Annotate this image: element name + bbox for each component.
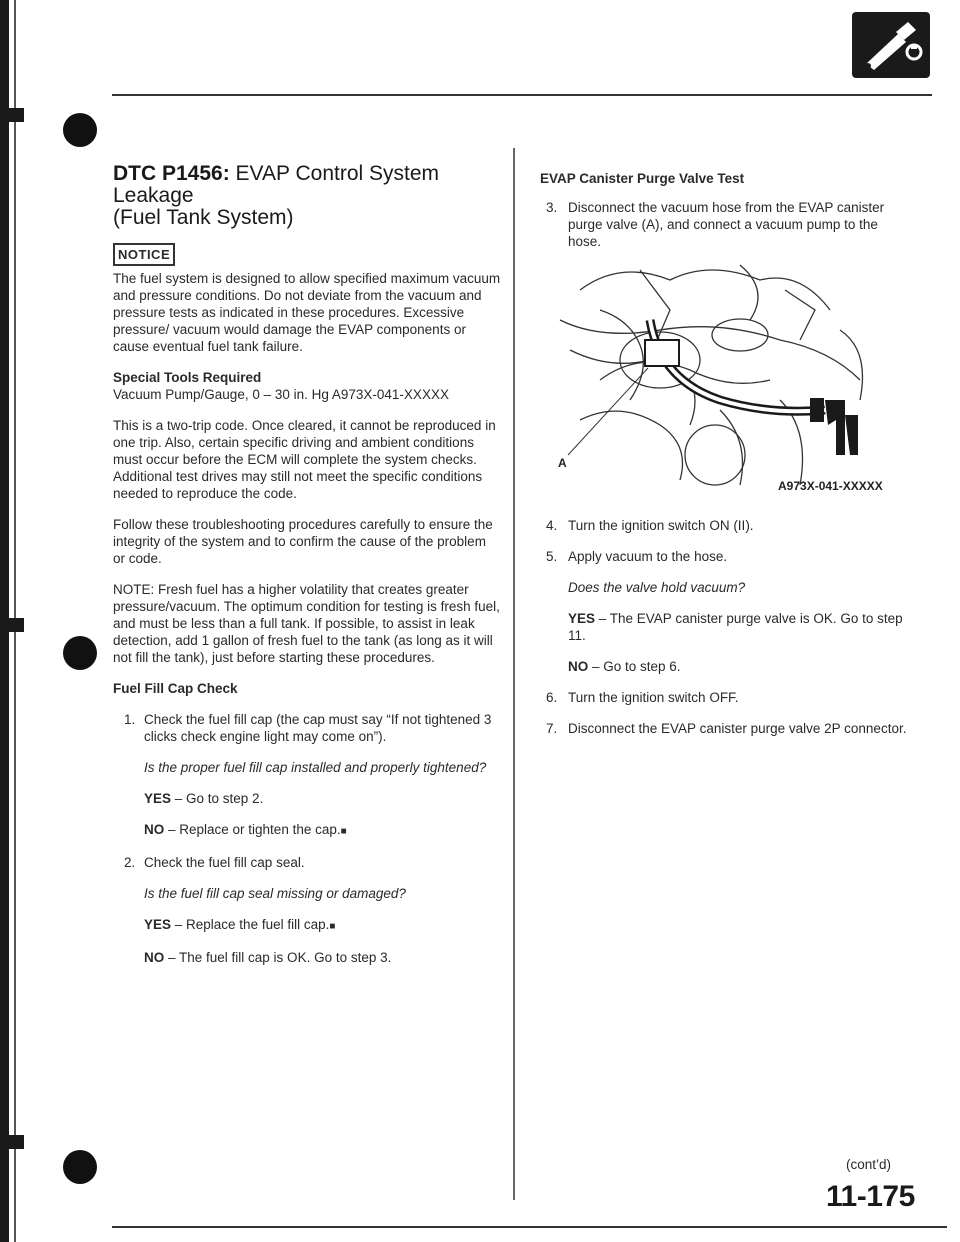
header-rule: [112, 94, 932, 96]
binding-notch: [0, 108, 24, 122]
column-divider: [513, 148, 515, 1200]
step-2-no: [144, 949, 501, 966]
yes-text: – Replace the fuel fill cap.: [171, 917, 330, 932]
tool-part-number: A973X-041-XXXXX: [778, 479, 883, 493]
left-column: [113, 163, 501, 980]
binding-notch: [0, 1135, 24, 1149]
step-5-yes: [568, 610, 910, 644]
step-1-no: [144, 821, 501, 840]
step-2-yes: [144, 916, 501, 935]
right-column-steps: [546, 517, 910, 751]
step-number: 5.: [546, 549, 558, 564]
no-text: – Go to step 6.: [588, 659, 681, 674]
title-text: EVAP Control System Leakage: [113, 162, 440, 207]
no-text: – The fuel fill cap is OK. Go to step 3.: [164, 950, 392, 965]
footer-rule: [112, 1226, 947, 1228]
step-text: Disconnect the EVAP canister purge valve 2P connector.: [568, 721, 907, 736]
step-3: [546, 199, 910, 250]
purge-valve-figure: [540, 250, 910, 498]
page-title: [113, 163, 501, 229]
end-mark: ■: [329, 921, 336, 932]
step-6: [546, 689, 910, 706]
no-text: – Replace or tighten the cap.: [164, 822, 341, 837]
step-1-question: Is the proper fuel fill cap installed and properly tightened?: [144, 760, 487, 775]
paragraph-note: NOTE: Fresh fuel has a higher volatility that creates greater pressure/vacuum. The optimum condition for testing is fresh fuel, and must be less than a full tank. If possible, to assist in leak detection, add 1 gallon of fresh fuel to the tank (as long as it will not fill the tank), just before starting these procedures.: [113, 582, 500, 665]
step-number: 6.: [546, 690, 558, 705]
yes-label: YES: [144, 917, 172, 932]
step-number: 7.: [546, 721, 558, 736]
step-number: 3.: [546, 200, 558, 215]
step-number: 4.: [546, 518, 558, 533]
step-1-yes: [144, 790, 501, 807]
paragraph-two-trip: This is a two-trip code. Once cleared, it cannot be reproduced in one trip. Also, certain specific driving and ambient conditions must occur before the ECM will complete the system checks. Additional test drives may still not meet the specific conditions needed to reproduce the code.: [113, 418, 496, 501]
tools-text: Vacuum Pump/Gauge, 0 – 30 in. Hg A973X-041-XXXXX: [113, 387, 449, 402]
step-number: 1.: [124, 712, 136, 727]
section-heading: EVAP Canister Purge Valve Test: [540, 171, 745, 186]
step-number: 2.: [124, 855, 136, 870]
step-2: [124, 854, 501, 871]
step-1: [124, 711, 501, 745]
continued-note: (cont’d): [846, 1157, 892, 1172]
dtc-code: DTC P1456:: [113, 162, 230, 185]
step-5-no: [568, 658, 910, 675]
page-number: 11-175: [826, 1180, 915, 1213]
notice-label: NOTICE: [113, 243, 175, 266]
step-text: Turn the ignition switch OFF.: [568, 690, 739, 705]
no-label: NO: [144, 822, 165, 837]
notice-text: The fuel system is designed to allow specified maximum vacuum and pressure conditions. Do not deviate from the vacuum and pressure tests as indicated in these procedures. Excessive pressure/ vacuum would damage the EVAP components or cause eventual fuel tank failure.: [113, 271, 501, 354]
fill-cap-heading: Fuel Fill Cap Check: [113, 681, 238, 696]
yes-label: YES: [144, 791, 172, 806]
step-text: Disconnect the vacuum hose from the EVAP canister purge valve (A), and connect a vacuum pump to the hose.: [568, 200, 885, 249]
binding-notch: [0, 618, 24, 632]
figure-label-a: A: [558, 456, 567, 470]
punch-hole: [63, 1150, 97, 1184]
step-5-question: Does the valve hold vacuum?: [568, 580, 746, 595]
step-text: Check the fuel fill cap (the cap must say “If not tightened 3 clicks check engine light may come on”).: [144, 712, 492, 744]
tools-heading: Special Tools Required: [113, 370, 262, 385]
yes-text: – Go to step 2.: [171, 791, 264, 806]
step-7: [546, 720, 910, 737]
punch-hole: [63, 636, 97, 670]
yes-label: YES: [568, 611, 596, 626]
end-mark: ■: [340, 826, 347, 837]
step-4: [546, 517, 910, 534]
paragraph-follow: Follow these troubleshooting procedures carefully to ensure the integrity of the system and to confirm the cause of the problem or code.: [113, 517, 493, 566]
step-text: Apply vacuum to the hose.: [568, 549, 728, 564]
step-text: Check the fuel fill cap seal.: [144, 855, 305, 870]
yes-text: – The EVAP canister purge valve is OK. Go to step 11.: [568, 611, 903, 643]
punch-hole: [63, 113, 97, 147]
step-2-question: Is the fuel fill cap seal missing or damaged?: [144, 886, 406, 901]
step-5: [546, 548, 910, 565]
fuel-system-icon: [852, 12, 930, 78]
title-subtitle: (Fuel Tank System): [113, 206, 294, 229]
step-text: Turn the ignition switch ON (II).: [568, 518, 754, 533]
no-label: NO: [144, 950, 165, 965]
no-label: NO: [568, 659, 589, 674]
